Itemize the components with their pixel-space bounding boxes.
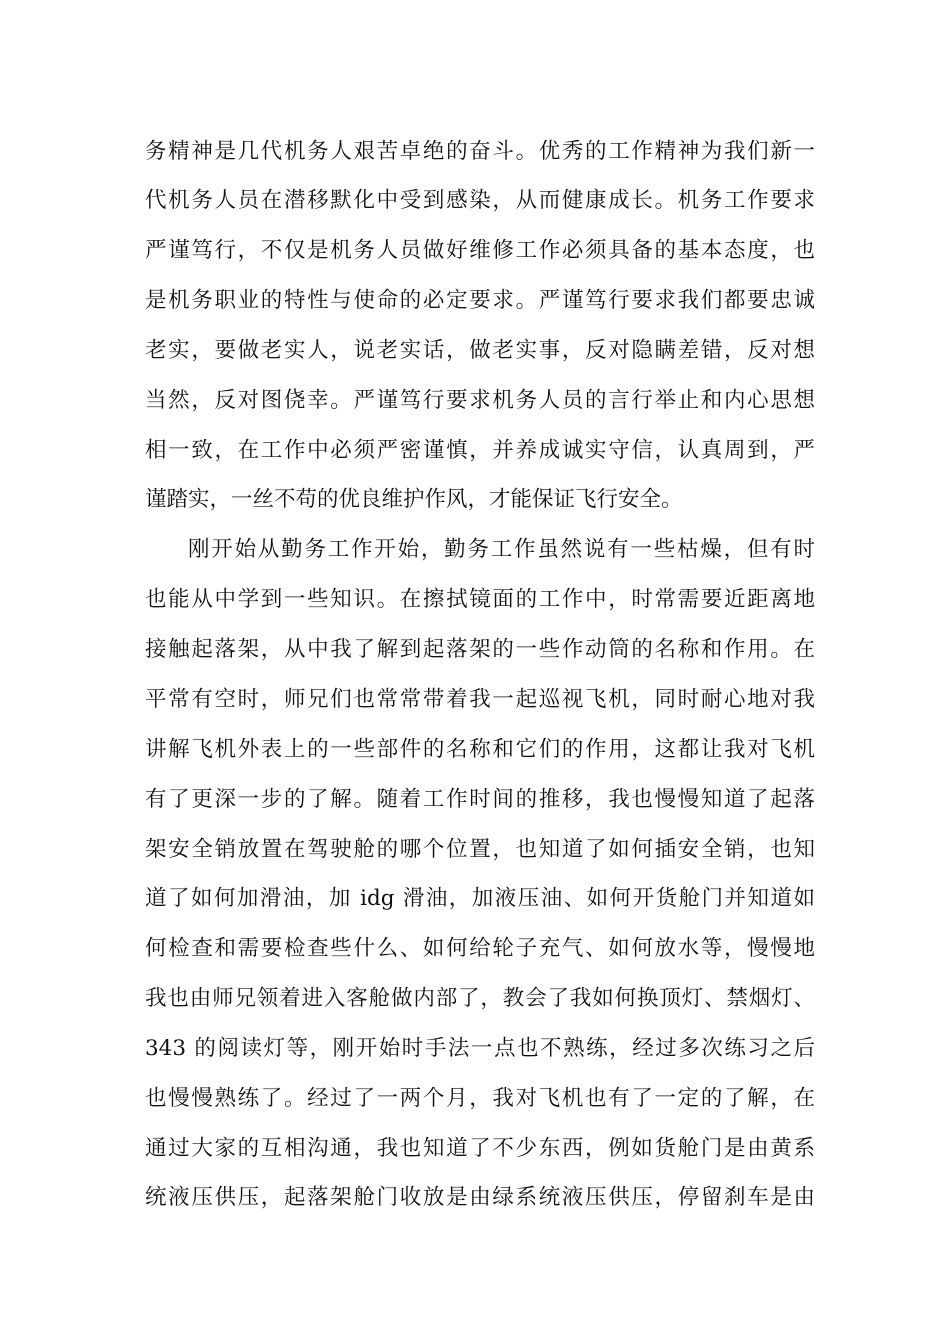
paragraph-line: 也慢慢熟练了。经过了一两个月，我对飞机也有了一定的了解，在 (145, 1086, 815, 1111)
paragraph-line: 平常有空时，师兄们也常常带着我一起巡视飞机，同时耐心地对我 (145, 687, 815, 712)
paragraph-line: 我也由师兄领着进入客舱做内部了，教会了我如何换顶灯、禁烟灯、 (145, 986, 815, 1011)
paragraph-line: 343 的阅读灯等，刚开始时手法一点也不熟练，经过多次练习之后 (145, 1036, 815, 1061)
paragraph-line: 是机务职业的特性与使命的必定要求。严谨笃行要求我们都要忠诚 (145, 288, 815, 313)
paragraph-line: 老实，要做老实人，说老实话，做老实事，反对隐瞒差错，反对想 (145, 338, 815, 363)
paragraph-line: 也能从中学到一些知识。在擦拭镜面的工作中，时常需要近距离地 (145, 587, 815, 612)
paragraph-line: 架安全销放置在驾驶舱的哪个位置，也知道了如何插安全销，也知 (145, 837, 815, 862)
paragraph-line: 讲解飞机外表上的一些部件的名称和它们的作用，这都让我对飞机 (145, 737, 815, 762)
paragraph-line: 代机务人员在潜移默化中受到感染，从而健康成长。机务工作要求 (145, 188, 815, 213)
paragraph-line: 刚开始从勤务工作开始，勤务工作虽然说有一些枯燥，但有时 (188, 537, 815, 562)
paragraph-line: 谨踏实，一丝不苟的优良维护作风，才能保证飞行安全。 (145, 487, 683, 512)
paragraph-line: 接触起落架，从中我了解到起落架的一些作动筒的名称和作用。在 (145, 637, 815, 662)
paragraph-line: 严谨笃行，不仅是机务人员做好维修工作必须具备的基本态度，也 (145, 238, 815, 263)
paragraph-line: 有了更深一步的了解。随着工作时间的推移，我也慢慢知道了起落 (145, 787, 815, 812)
paragraph-line: 务精神是几代机务人艰苦卓绝的奋斗。优秀的工作精神为我们新一 (145, 139, 815, 164)
paragraph-line: 通过大家的互相沟通，我也知道了不少东西，例如货舱门是由黄系 (145, 1136, 815, 1161)
paragraph-line: 相一致，在工作中必须严密谨慎，并养成诚实守信，认真周到，严 (145, 438, 815, 463)
paragraph-line: 统液压供压，起落架舱门收放是由绿系统液压供压，停留刹车是由 (145, 1185, 815, 1210)
paragraph-line: 何检查和需要检查些什么、如何给轮子充气、如何放水等，慢慢地 (145, 936, 815, 961)
paragraph-line: 道了如何加滑油，加 idg 滑油，加液压油、如何开货舱门并知道如 (145, 886, 815, 911)
paragraph-line: 当然，反对图侥幸。严谨笃行要求机务人员的言行举止和内心思想 (145, 388, 815, 413)
